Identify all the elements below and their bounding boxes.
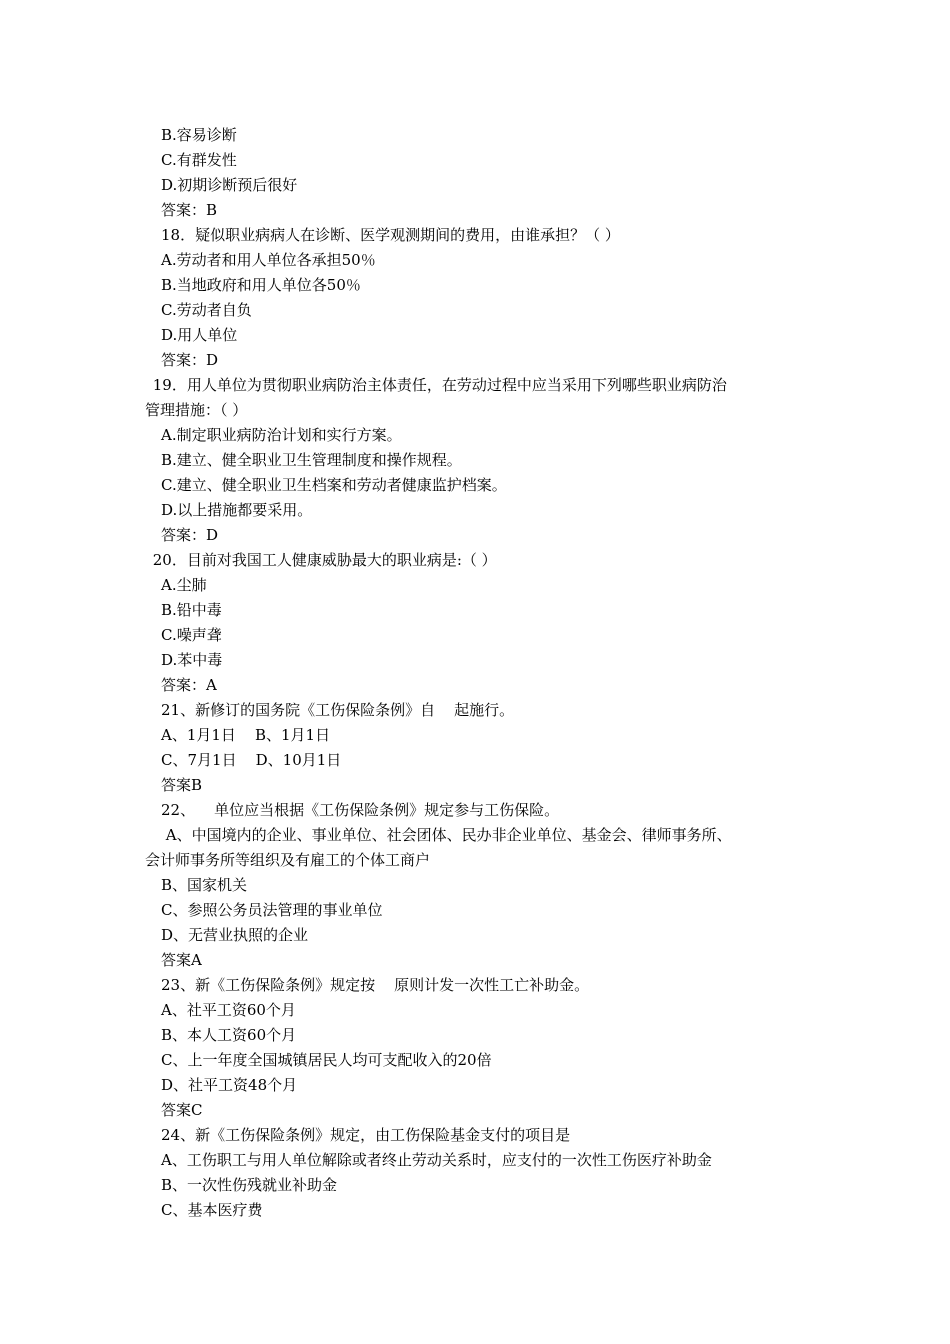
- option-text: C、基本医疗费: [161, 1201, 263, 1219]
- option-text: B.铅中毒: [161, 601, 222, 619]
- option-text: C、上一年度全国城镇居民人均可支配收入的20倍: [161, 1051, 492, 1069]
- option-text: C、参照公务员法管理的事业单位: [161, 901, 383, 919]
- answer-text: 答案B: [161, 776, 203, 794]
- answer-text: 答案C: [161, 1101, 203, 1119]
- question-text: 23、新《工伤保险条例》规定按 原则计发一次性工亡补助金。: [161, 976, 590, 994]
- option-text: B、一次性伤残就业补助金: [161, 1176, 338, 1194]
- option-text: C.建立、健全职业卫生档案和劳动者健康监护档案。: [161, 476, 507, 494]
- question-text: 20．目前对我国工人健康威胁最大的职业病是:（ ）: [148, 551, 497, 569]
- option-text: B.容易诊断: [161, 126, 237, 144]
- question-text: 22、 单位应当根据《工伤保险条例》规定参与工伤保险。: [161, 801, 560, 819]
- option-text: A.制定职业病防治计划和实行方案。: [161, 426, 402, 444]
- option-text: A、1月1日 B、1月1日: [161, 726, 331, 744]
- answer-text: 答案：D: [161, 351, 219, 369]
- option-text: A.尘肺: [161, 576, 207, 594]
- option-text: D.用人单位: [161, 326, 238, 344]
- option-text: A、工伤职工与用人单位解除或者终止劳动关系时，应支付的一次性工伤医疗补助金: [161, 1151, 712, 1169]
- option-text: B.建立、健全职业卫生管理制度和操作规程。: [161, 451, 462, 469]
- option-text: C.噪声聋: [161, 626, 222, 644]
- question-text: 24、新《工伤保险条例》规定，由工伤保险基金支付的项目是: [161, 1126, 571, 1144]
- option-text: C、7月1日 D、10月1日: [161, 751, 342, 769]
- option-text: B、本人工资60个月: [161, 1026, 297, 1044]
- option-text: D.苯中毒: [161, 651, 223, 669]
- option-text: D.初期诊断预后很好: [161, 176, 298, 194]
- option-text-continued: 会计师事务所等组织及有雇工的个体工商户: [145, 851, 431, 869]
- option-text: B、国家机关: [161, 876, 248, 894]
- option-text: B.当地政府和用人单位各50％: [161, 276, 361, 294]
- answer-text: 答案：A: [161, 676, 217, 694]
- option-text: A、中国境内的企业、事业单位、社会团体、民办非企业单位、基金会、律师事务所、: [161, 826, 732, 844]
- answer-text: 答案：D: [161, 526, 219, 544]
- answer-text: 答案A: [161, 951, 202, 969]
- option-text: C.有群发性: [161, 151, 237, 169]
- option-text: C.劳动者自负: [161, 301, 252, 319]
- question-text-continued: 管理措施：（ ）: [145, 401, 248, 419]
- option-text: A.劳动者和用人单位各承担50％: [161, 251, 376, 269]
- option-text: D、社平工资48个月: [161, 1076, 298, 1094]
- option-text: A、社平工资60个月: [161, 1001, 296, 1019]
- question-text: 21、新修订的国务院《工伤保险条例》自 起施行。: [161, 701, 515, 719]
- option-text: D.以上措施都要采用。: [161, 501, 313, 519]
- question-text: 19．用人单位为贯彻职业病防治主体责任，在劳动过程中应当采用下列哪些职业病防治: [148, 376, 727, 394]
- answer-text: 答案：B: [161, 201, 218, 219]
- option-text: D、无营业执照的企业: [161, 926, 309, 944]
- question-text: 18．疑似职业病病人在诊断、医学观测期间的费用，由谁承担？（ ）: [161, 226, 620, 244]
